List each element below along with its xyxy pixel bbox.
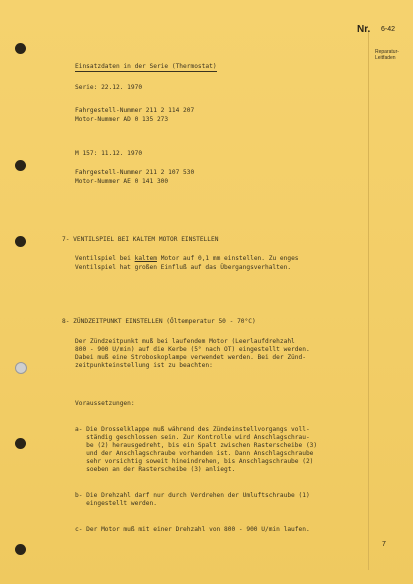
section-8-heading: 8- ZÜNDZEITPUNKT EINSTELLEN (Öltemperatur 50 - 70°C) (62, 318, 256, 325)
paragraph-line: Dabei muß eine Stroboskoplampe verwendet werden. Bei der Zünd- (75, 354, 306, 361)
section-7-line-2: Ventilspiel hat großen Einfluß auf das Übergangsverhalten. (75, 264, 292, 271)
punch-hole (15, 438, 26, 449)
item-a-line: sehr vorsichtig soweit hineindrehen, bis Anschlagschraube (2) (75, 458, 314, 465)
engine-number-2: Motor-Nummer AE 0 141 300 (75, 178, 169, 185)
paragraph-line: 800 - 900 U/min) auf die Kerbe (5° nach OT) eingestellt werden. (75, 346, 310, 353)
nr-value: 6-42 (381, 26, 396, 33)
punch-hole (15, 544, 26, 555)
section-7-heading: 7- VENTILSPIEL BEI KALTEM MOTOR EINSTELLEN (62, 236, 219, 243)
chassis-number-2: Fahrgestell-Nummer 211 2 107 530 (75, 169, 195, 176)
item-a-line: und der Anschlagschraube vorhanden ist. Dann Anschlagschraube (75, 450, 314, 457)
punch-hole (15, 160, 26, 171)
item-a-line: a- Die Drosselklappe muß während des Zündeinstellvorgangs voll- (75, 426, 310, 433)
item-c-line: c- Der Motor muß mit einer Drehzahl von 800 - 900 U/min laufen. (75, 526, 310, 533)
item-a-line: soeben an der Rasterscheibe (3) anliegt. (75, 466, 236, 473)
paragraph-line: Der Zündzeitpunkt muß bei laufendem Motor (Leerlaufdrehzahl (75, 338, 295, 345)
nr-label: Nr. (357, 24, 371, 35)
serie-date: Serie: 22.12. 1970 (75, 84, 143, 91)
section-title: Einsatzdaten in der Serie (Thermostat) (75, 63, 217, 72)
margin-rule (368, 30, 369, 570)
engine-number-1: Motor-Nummer AD 0 135 273 (75, 116, 169, 123)
page-number: 7 (382, 541, 386, 548)
paragraph-line: zeitpunkteinstellung ist zu beachten: (75, 362, 213, 369)
side-label-line: Leitfaden (375, 55, 396, 61)
prerequisites-label: Voraussetzungen: (75, 400, 135, 407)
text-run: Ventilspiel bei (75, 255, 135, 262)
m157-date: M 157: 11.12. 1970 (75, 150, 143, 157)
item-a-line: be (2) herausgedreht, bis ein Spalt zwischen Rasterscheibe (3) (75, 442, 318, 449)
item-b-line: eingestellt werden. (75, 500, 157, 507)
punch-hole (15, 236, 26, 247)
punch-hole-reinforced (15, 362, 27, 374)
side-label-line: Reparatur- (375, 49, 399, 55)
item-b-line: b- Die Drehzahl darf nur durch Verdrehen der Umluftschraube (1) (75, 492, 310, 499)
side-label (375, 49, 411, 61)
section-7-line-1 (75, 255, 299, 263)
punch-hole (15, 43, 26, 54)
chassis-number-1: Fahrgestell-Nummer 211 2 114 207 (75, 107, 195, 114)
text-run-underlined: kaltem (134, 255, 157, 262)
item-a-line: ständig geschlossen sein. Zur Kontrolle wird Anschlagschrau- (75, 434, 310, 441)
text-run: Motor auf 0,1 mm einstellen. Zu enges (156, 255, 299, 262)
